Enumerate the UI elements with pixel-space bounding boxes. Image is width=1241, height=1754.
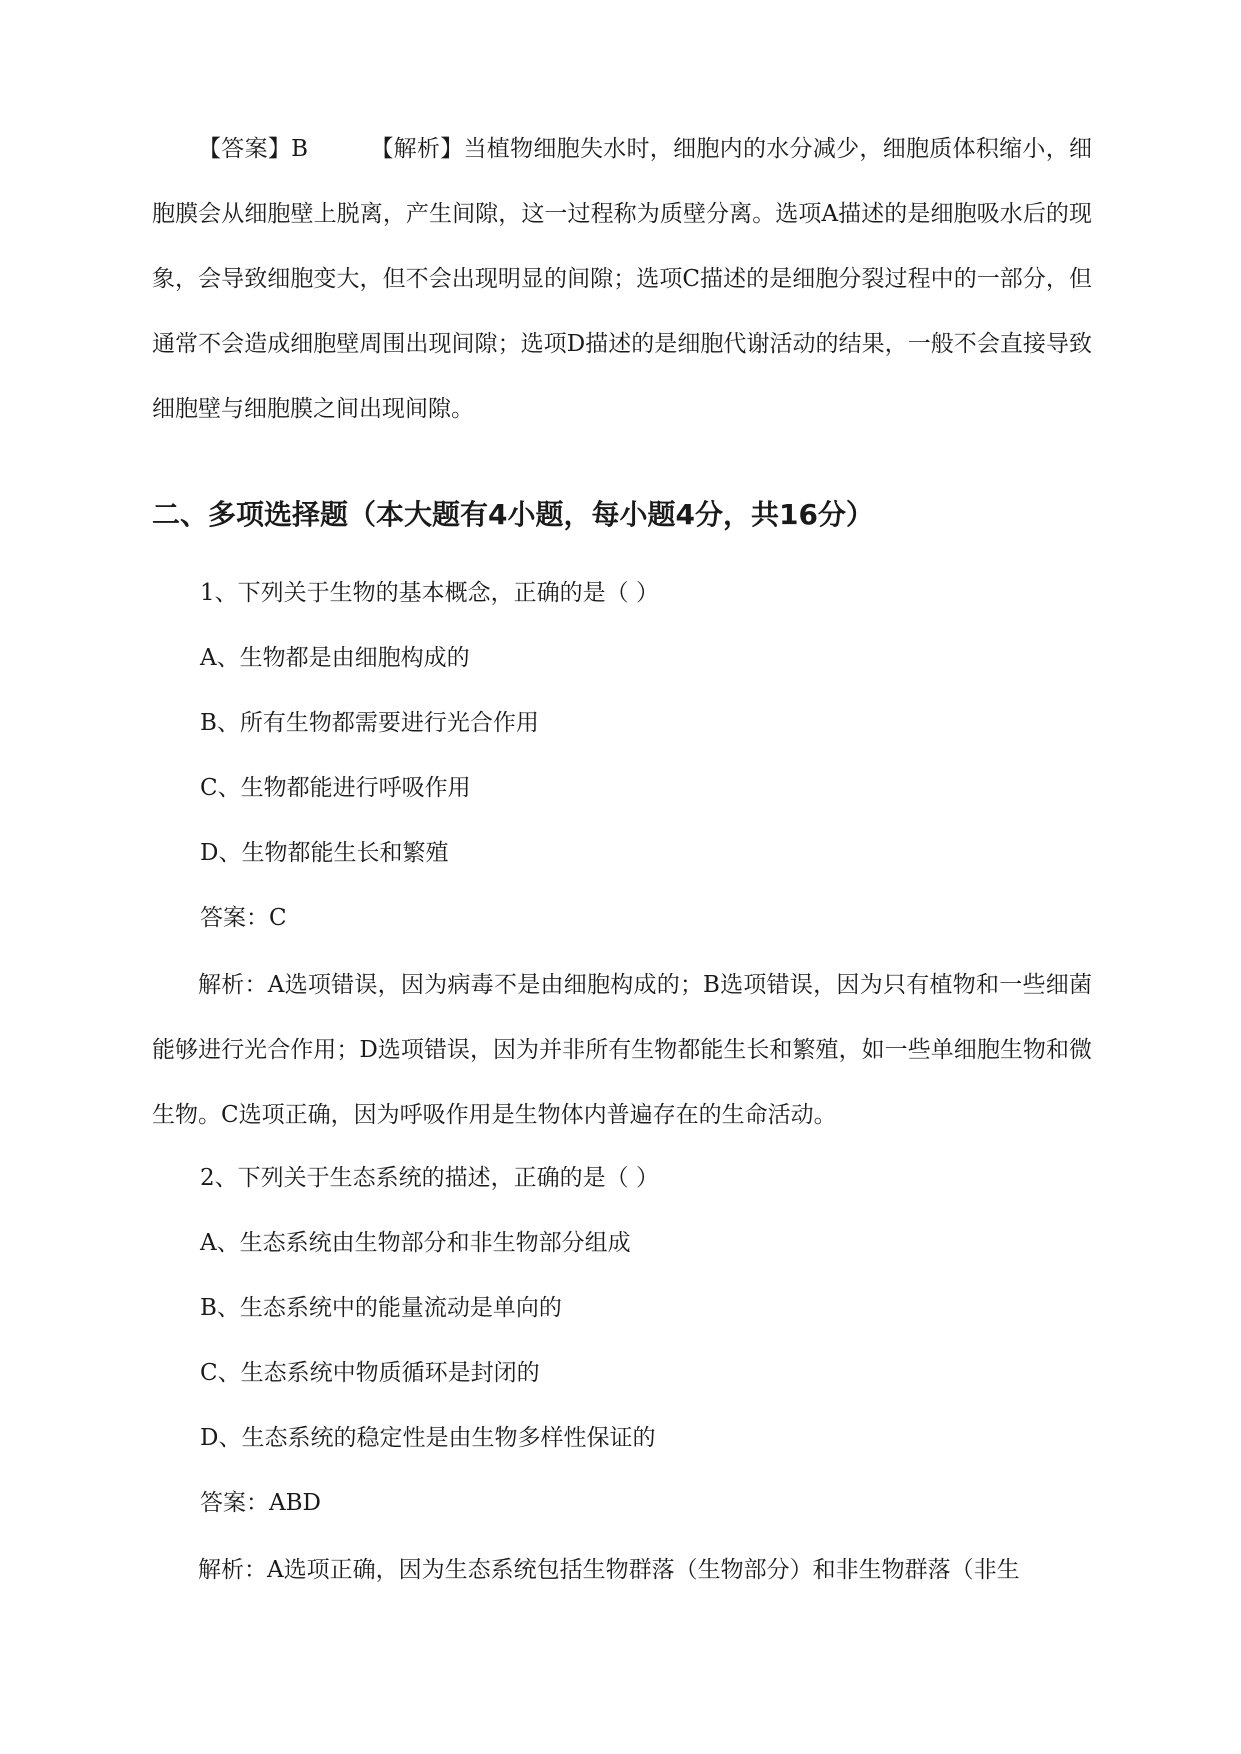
- answer-label: 【答案】B: [198, 136, 309, 162]
- explanation-text: 【解析】当植物细胞失水时，细胞内的水分减少，细胞质体积缩小，细胞膜会从细胞壁上脱离，产生间隙，这一过程称为质壁分离。选项A描述的是细胞吸水后的现象，会导致细胞变大，但不会出现明显的间隙；选项C描述的是细胞分裂过程中的一部分，但通常不会造成细胞壁周围出现间隙；选项D描述的是细胞代谢活动的结果，一般不会直接导致细胞壁与细胞膜之间出现间隙。: [152, 136, 1093, 422]
- option-d: D、生物都能生长和繁殖: [200, 840, 449, 866]
- analysis-paragraph: 解析：A选项正确，因为生态系统包括生物群落（生物部分）和非生物群落（非生: [198, 1557, 1020, 1583]
- option-b: B、生态系统中的能量流动是单向的: [200, 1295, 562, 1321]
- analysis-paragraph: 解析：A选项错误，因为病毒不是由细胞构成的；B选项错误，因为只有植物和一些细菌能够进行光合作用；D选项错误，因为并非所有生物都能生长和繁殖，如一些单细胞生物和微生物。C选项正确，因为呼吸作用是生物体内普遍存在的生命活动。: [152, 972, 1092, 1128]
- option-c: C、生态系统中物质循环是封闭的: [200, 1360, 540, 1386]
- option-a: A、生态系统由生物部分和非生物部分组成: [200, 1230, 631, 1256]
- option-c: C、生物都能进行呼吸作用: [200, 775, 471, 801]
- option-b: B、所有生物都需要进行光合作用: [200, 710, 539, 736]
- previous-answer-paragraph: [152, 117, 1092, 442]
- answer-line: 答案：C: [200, 905, 287, 931]
- option-a: A、生物都是由细胞构成的: [200, 645, 470, 671]
- section-heading: 二、多项选择题（本大题有4小题，每小题4分，共16分）: [152, 498, 874, 531]
- question-stem: 2、下列关于生态系统的描述，正确的是（ ）: [200, 1165, 659, 1191]
- question-stem: 1、下列关于生物的基本概念，正确的是（ ）: [200, 580, 659, 606]
- answer-line: 答案：ABD: [200, 1490, 321, 1516]
- option-d: D、生态系统的稳定性是由生物多样性保证的: [200, 1425, 656, 1451]
